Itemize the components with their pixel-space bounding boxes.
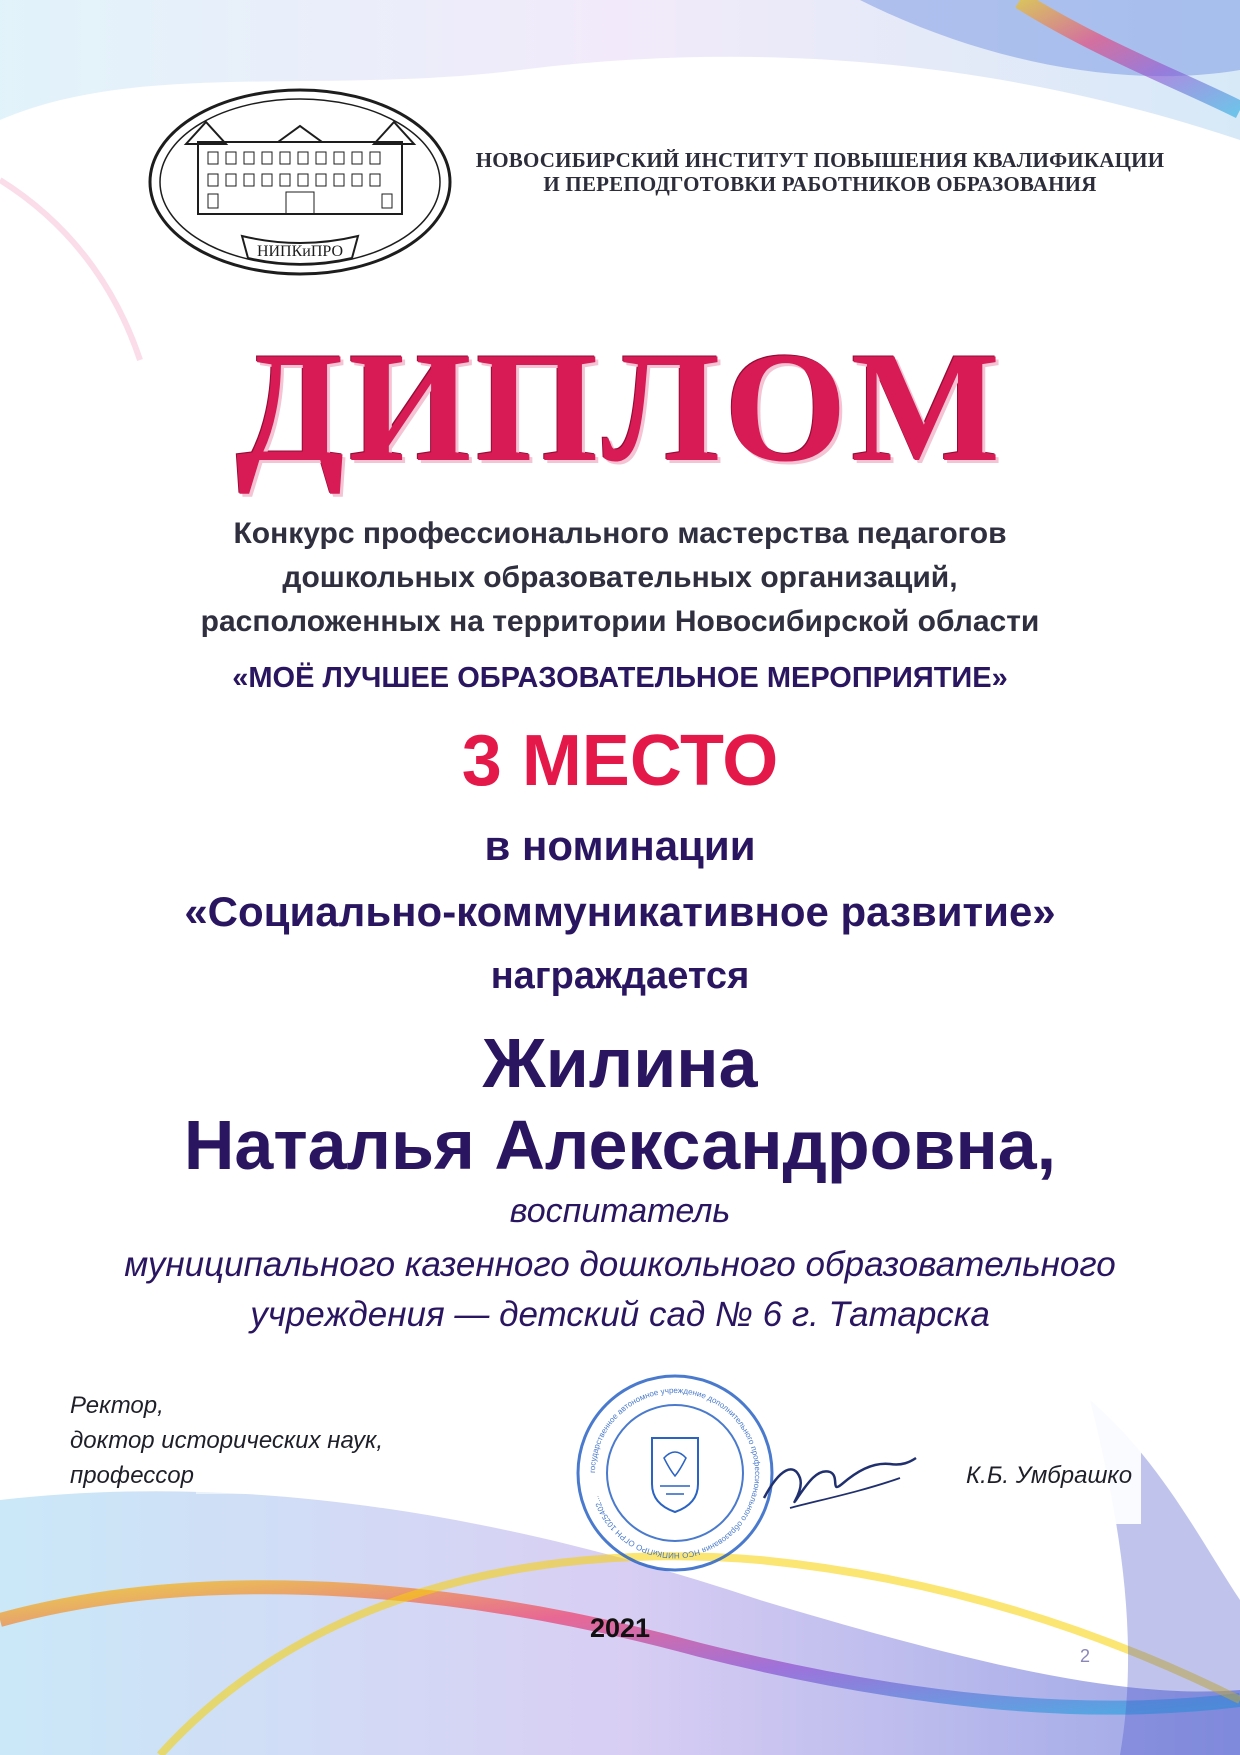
recipient-organization <box>0 1240 1240 1340</box>
nomination-label: в номинации <box>484 822 756 869</box>
contest-name: «МОЁ ЛУЧШЕЕ ОБРАЗОВАТЕЛЬНОЕ МЕРОПРИЯТИЕ» <box>232 662 1008 694</box>
institute-logo <box>146 86 454 281</box>
signatory-name: К.Б. Умбрашко <box>966 1462 1133 1489</box>
seal-text: государственное автономное учреждение дополнительного профессионального образования НСО НИПКиПРО ОГРН 1025402... <box>587 1385 763 1561</box>
contest-line2: дошкольных образовательных организаций, <box>282 561 958 594</box>
signatory-title-line3: профессор <box>70 1462 194 1489</box>
svg-text:государственное автономное учр <box>588 1386 762 1560</box>
coat-of-arms-icon <box>652 1438 698 1512</box>
diploma-year: 2021 <box>589 1613 651 1643</box>
contest-line3: расположенных на территории Новосибирской области <box>200 605 1040 638</box>
organization-line2: учреждения — детский сад № 6 г. Татарска <box>250 1295 990 1334</box>
awarded-label: награждается <box>490 955 750 997</box>
place-award: 3 МЕСТО <box>461 721 779 801</box>
institute-name <box>470 148 1170 196</box>
institute-name-line1: НОВОСИБИРСКИЙ ИНСТИТУТ ПОВЫШЕНИЯ КВАЛИФИКАЦИИ <box>475 148 1165 172</box>
recipient-surname: Жилина <box>482 1024 758 1102</box>
signatory-title-line2: доктор исторических наук, <box>70 1427 384 1454</box>
recipient-given-names: Наталья Александровна, <box>183 1106 1057 1184</box>
contest-description <box>0 512 1240 644</box>
signatory-title-line1: Ректор, <box>70 1392 164 1419</box>
signatory-title <box>70 1388 510 1493</box>
recipient-position: воспитатель <box>509 1192 731 1230</box>
official-seal <box>574 1372 776 1574</box>
contest-line1: Конкурс профессионального мастерства педагогов <box>233 517 1007 550</box>
logo-text: НИПКиПРО <box>256 243 344 260</box>
nomination-name: «Социально-коммуникативное развитие» <box>184 888 1056 935</box>
diploma-title: ДИПЛОМ <box>235 320 1005 495</box>
organization-line1: муниципального казенного дошкольного образовательного <box>124 1245 1116 1284</box>
institute-name-line2: И ПЕРЕПОДГОТОВКИ РАБОТНИКОВ ОБРАЗОВАНИЯ <box>543 172 1097 196</box>
page-number: 2 <box>1079 1646 1090 1666</box>
signature-icon <box>760 1438 920 1522</box>
